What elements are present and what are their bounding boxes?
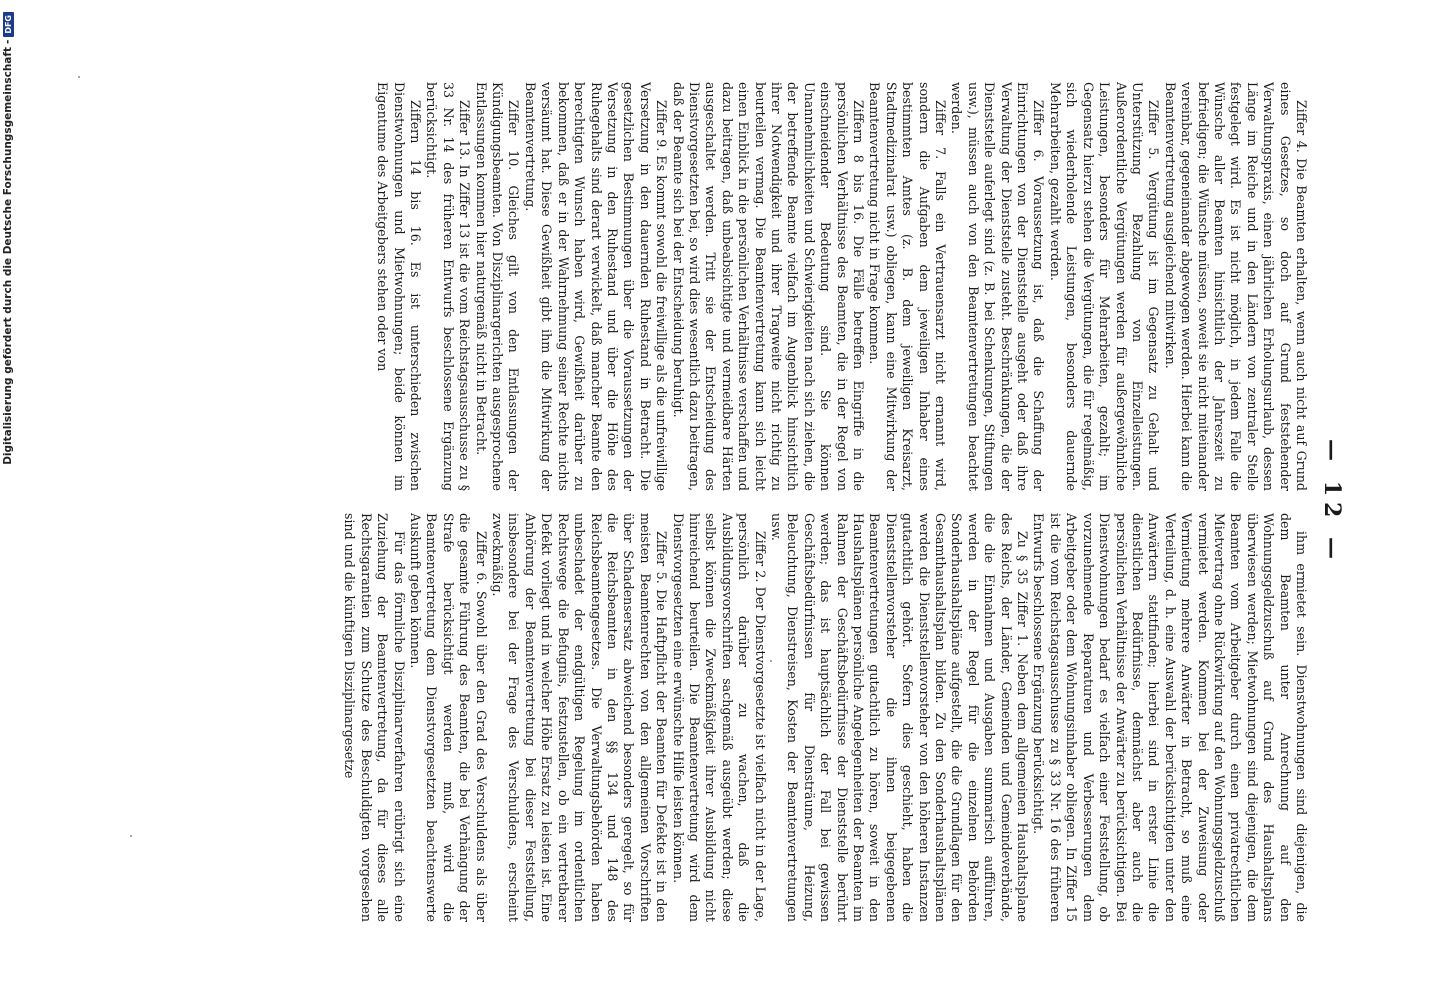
paragraph: Ziffer 6. Sowohl über den Grad des Verschuldens als über die gesamte Führung des Beamten, die bei Verhängung der Strafe berücksichtigt werden muß, wird die Beamtenvertretung dem Dienstvorgesetzten beachtenswerte Auskunft geben können. (408, 513, 489, 922)
credit-text: Digitalisierung gefördert durch die Deutsche Forschungsgemeinschaft (2, 47, 14, 465)
paragraph: ihm ermietet sein. Dienstwohnungen sind diejenigen, die dem Beamten unter Anrechnung auf den Wohnungsgeldzuschuß auf Grund des Haushaltsplans überwiesen werden; Mietwohnungen sind diejenigen, die dem Beamten vom Arbeitgeber durch einen privatrechtlichen Mietvertrag ohne Rückwirkung auf den Wohnungsgeldzuschuß vermietet werden. Kommen bei der Zuweisung oder Vermietung mehrere Anwärter in Betracht, so muß eine Verteilung, d. h. eine Auswahl der berücksichtigten unter den Anwärtern stattfinden; hierbei sind in erster Linie die dienstlichen Bedürfnisse, demnächst aber auch die persönlichen Verhältnisse der Anwärter zu berücksichtigen. Bei Dienstwohnungen bedarf es vielfach einer Feststellung, ob vorzunehmende Reparaturen und Verbesserungen dem Arbeitgeber oder dem Wohnungsinhaber obliegen. In Ziffer 15 ist die vom Reichstagsausschusse zu § 33 Nr. 16 des früheren Entwurfs beschlossene Ergänzung berücksichtigt. (1031, 513, 1309, 922)
scan-speck (130, 835, 132, 837)
text-column-left (129, 82, 1309, 491)
paragraph: Ziffer 13. In Ziffer 13 ist die vom Reichstagsausschusse zu § 33 Nr. 14 des früheren Entwurfs beschlossene Ergänzung berücksichtigt. (424, 82, 473, 491)
paragraph: Ziffer 5. Die Haftpflicht der Beamten für Defekte ist in den meisten Beamtenrechten von den allgemeinen Vorschriften über Schadensersatz abweichend besonders geregelt, so für die Reichsbeamten in den §§ 134 und 148 des Reichsbeamtengesetzes. Die Verwaltungsbehörden haben unbeschadet der endgültigen Regelung im ordentlichen Rechtswege die Befugnis, festzustellen, ob ein vertretbarer Defekt vorliegt und in welcher Höhe Ersatz zu leisten ist. Eine Anhörung der Beamtenvertretung bei dieser Feststellung, insbesondere bei der Frage des Verschuldens, erscheint zweckmäßig. (490, 513, 670, 922)
paragraph: Für das förmliche Disziplinarverfahren erübrigt sich eine Zuziehung der Beamtenvertretung, da für dieses alle Rechtsgarantien zum Schutze des Beschuldigten vorgesehen sind und die künftigen Disziplinargesetze (342, 513, 407, 922)
dfg-logo-icon: DFG (3, 12, 14, 37)
paragraph: Ziffer 5. Vergütung ist im Gegensatz zu Gehalt und Unterstützung Bezahlung von Einzelleistungen. Außerordentliche Vergütungen werden für außergewöhnliche Leistungen, besonders für Mehrarbeiten, gezahlt; im Gegensatz hierzu stehen die Vergütungen, die für regelmäßig, sich wiederholende Leistungen, besonders dauernde Mehrarbeiten, gezahlt werden. (1047, 82, 1162, 491)
paragraph: Ziffer 4. Die Beamten erhalten, wenn auch nicht auf Grund eines Gesetzes, so doch auf Grund feststehender Verwaltungspraxis, einen jährlichen Erholungsurlaub, dessen Länge im Reiche und in den Ländern von zentraler Stelle festgelegt wird. Es ist nicht möglich, in jedem Falle die Wünsche aller Beamten hinsichtlich der Jahreszeit zu befriedigen; die Wünsche müssen, soweit sie nicht miteinander vereinbar, gegeneinander abgewogen werden. Hierbei kann die Beamtenvertretung ausgleichend mitwirken. (1162, 82, 1309, 491)
paragraph: Ziffern 14 bis 16. Es ist unterschieden zwischen Dienstwohnungen und Mietwohnungen; beide können im Eigentume des Arbeitgebers stehen oder von (375, 82, 424, 491)
paragraph: Ziffer 6. Voraussetzung ist, daß die Schaffung der Einrichtungen von der Dienststelle ausgeht oder daß ihre Verwaltung der Dienststelle zusteht. Beschränkungen, die der Dienststelle auferlegt sind (z. B. bei Schenkungen, Stiftungen usw.), müssen auch von den Beamtenvertretungen beachtet werden. (949, 82, 1047, 491)
document-page (105, 72, 1355, 932)
text-column-right (129, 513, 1309, 922)
paragraph: Ziffer 9. Es kommt sowohl die freiwillige als die unfreiwillige Versetzung in den dauernden Ruhestand in Betracht. Die gesetzlichen Bestimmungen über die Voraussetzungen der Versetzung in den Ruhestand und über die Höhe des Ruhegehalts sind derart verwickelt, daß mancher Beamte den berechtigten Wunsch haben wird, Gewißheit darüber zu bekommen, daß er in der Wahrnehmung seiner Rechte nichts versäumt hat. Diese Gewißheit gibt ihm die Mitwirkung der Beamtenvertretung. (522, 82, 670, 491)
paragraph: Ziffer 2. Der Dienstvorgesetzte ist vielfach nicht in der Lage, persönlich darüber zu wachen, daß die Ausbildungsvorschriften sachgemäß ausgeübt werden; diese selbst können die Zweckmäßigkeit ihrer Ausbildung nicht hinreichend beurteilen. Die Beamtenvertretung wird dem Dienstvorgesetzten eine erwünschte Hilfe leisten können. (670, 513, 768, 922)
paragraph: Zu § 35 Ziffer 1. Neben dem allgemeinen Haushaltsplane des Reichs, der Länder, Gemeinden und Gemeindeverbände, die die Einnahmen und Ausgaben summarisch aufführen, werden in der Regel für die einzelnen Behörden Sonderhaushaltspläne aufgestellt, die die Grundlagen für den Gesamthaushaltsplan bilden. Zu den Sonderhaushaltsplänen werden die Dienststellenvorsteher von den höheren Instanzen gutachtlich gehört. Sofern dies geschieht, haben die Dienststellenvorsteher die ihnen beigegebenen Beamtenvertretungen gutachtlich zu hören, soweit in den Haushaltsplänen persönliche Angelegenheiten der Beamten im Rahmen der Geschäftsbedürfnisse der Dienststelle berührt werden; das ist hauptsächlich der Fall bei gewissen Geschäftsbedürfnissen für Diensträume, Heizung, Beleuchtung, Dienstreisen, Kosten der Beamtenvertretungen usw. (769, 513, 1031, 922)
scan-speck (770, 660, 772, 662)
paragraph: Ziffern 8 bis 16. Die Fälle betreffen Eingriffe in die persönlichen Verhältnisse des Beamten, die in der Regel von einschneidender Bedeutung sind. Sie können Unannehmlichkeiten und Schwierigkeiten nach sich ziehen, die der betreffende Beamte vielfach im Augenblick hinsichtlich ihrer Notwendigkeit und ihrer Tragweite nicht richtig zu beurteilen vermag. Die Beamtenvertretung kann sich leicht einen Einblick in die persönlichen Verhältnisse verschaffen und dazu beitragen, daß unbeabsichtigte und vermeidbare Härten ausgeschaltet werden. Tritt sie der Entscheidung des Dienstvorgesetzten bei, so wird dies wesentlich dazu beitragen, daß der Beamte sich bei der Entscheidung beruhigt. (670, 82, 867, 491)
page-number: — 12 — (1319, 439, 1345, 565)
text-columns (129, 82, 1309, 922)
paragraph: Ziffer 7. Falls ein Vertrauensarzt nicht ernannt wird, sondern die Aufgaben dem jeweiligen Inhaber eines bestimmten Amtes (z. B. dem jeweiligen Kreisarzt, Stadtmedizinalrat usw.) obliegen, kann eine Mitwirkung der Beamtenvertretung nicht in Frage kommen. (867, 82, 949, 491)
digitization-credit: Digitalisierung gefördert durch die Deutsche Forschungsgemeinschaft - DFG (0, 0, 16, 1000)
paragraph: Ziffer 10. Gleiches gilt von den Entlassungen der Kündigungsbeamten. Von Disziplinargerichten ausgesprochene Entlassungen kommen hier naturgemäß nicht in Betracht. (473, 82, 522, 491)
scan-speck (78, 76, 80, 78)
